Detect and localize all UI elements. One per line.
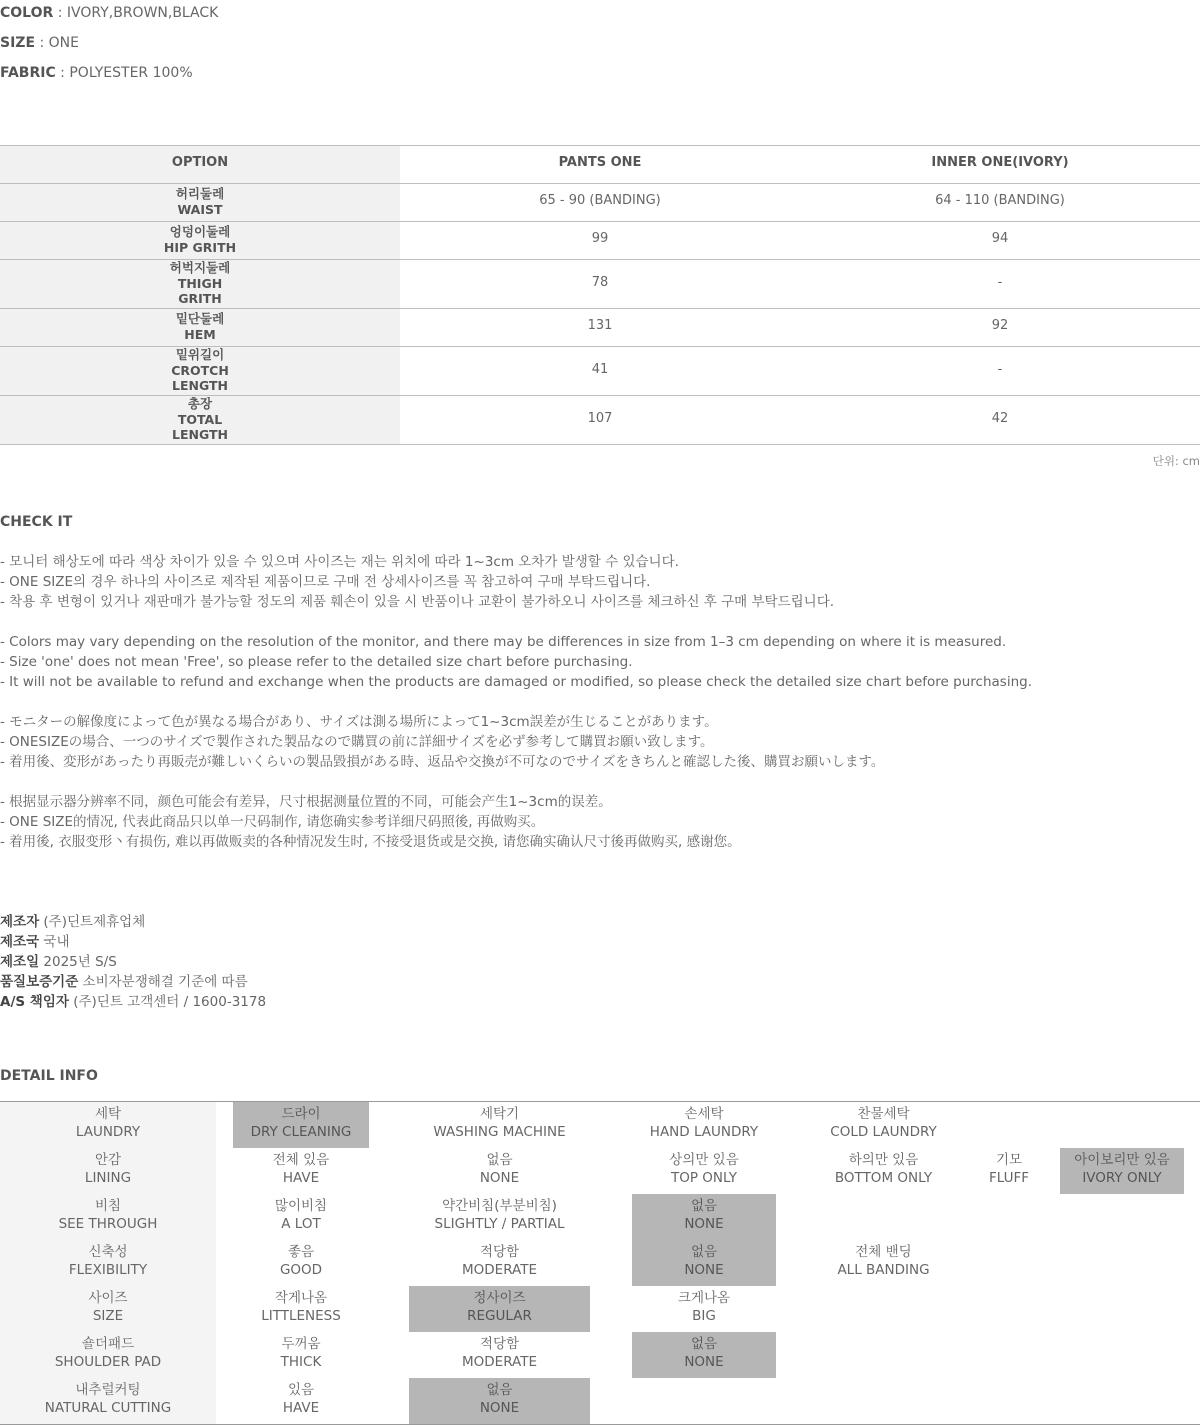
detail-option — [976, 1148, 1042, 1194]
detail-row-label — [0, 1102, 216, 1148]
detail-option — [632, 1286, 776, 1332]
row-label-waist — [0, 186, 400, 217]
spec-size-label: SIZE — [0, 35, 36, 51]
detail-option-en: IVORY ONLY — [1082, 1170, 1162, 1186]
detail-option-en: NONE — [684, 1354, 724, 1370]
detail-option-ko: 하의만 있음 — [848, 1152, 919, 1168]
row-label-en-line2: LENGTH — [172, 378, 228, 393]
table-cell: - — [997, 275, 1003, 290]
spec-fabric-label: FABRIC — [0, 65, 56, 81]
header-pants: PANTS ONE — [558, 155, 642, 170]
detail-option-en: HAVE — [282, 1170, 320, 1186]
detail-row-label — [0, 1286, 216, 1332]
detail-label-ko: 숄더패드 — [81, 1336, 135, 1352]
header-inner: INNER ONE(IVORY) — [931, 155, 1069, 170]
table-cell: 42 — [991, 411, 1009, 426]
maker-label: A/S 책임자 — [0, 994, 69, 1010]
row-label-crotch — [0, 347, 400, 394]
detail-option-en: NONE — [684, 1262, 724, 1278]
note-ja-1: - モニターの解像度によって色が異なる場合があり、サイズは測る場所によって1~3cm誤差が生じることがあります。 — [0, 714, 718, 730]
maker-quality — [0, 972, 248, 992]
detail-option-ko: 없음 — [690, 1244, 718, 1260]
detail-option-en: NONE — [479, 1400, 520, 1416]
row-label-en-line2: LENGTH — [172, 427, 228, 442]
detail-option-ko: 없음 — [690, 1336, 718, 1352]
maker-country — [0, 932, 70, 952]
detail-option-ko: 있음 — [287, 1382, 315, 1398]
detail-label-ko: 신축성 — [88, 1244, 128, 1260]
detail-label-ko: 내추럴커팅 — [75, 1382, 141, 1398]
spec-size-value: : ONE — [35, 35, 79, 51]
detail-label-ko: 비침 — [94, 1198, 122, 1214]
row-label-ko: 엉덩이둘레 — [169, 224, 231, 239]
note-en-2: - Size 'one' does not mean 'Free', so please refer to the detailed size chart before purchasing. — [0, 654, 633, 670]
detail-option — [791, 1102, 976, 1148]
detail-label-en: FLEXIBILITY — [68, 1262, 148, 1278]
row-label-ko: 밑위길이 — [175, 347, 225, 362]
detail-option-en: WASHING MACHINE — [433, 1124, 566, 1140]
table-cell: 99 — [591, 231, 609, 246]
table-cell: 94 — [991, 231, 1009, 246]
detail-option — [233, 1194, 369, 1240]
detail-option-ko: 없음 — [486, 1152, 513, 1168]
row-label-hem — [0, 311, 400, 342]
detail-label-en: SIZE — [92, 1308, 124, 1324]
detail-option — [233, 1378, 369, 1424]
detail-option — [233, 1240, 369, 1286]
maker-label: 제조국 — [0, 934, 40, 950]
spec-color — [0, 5, 218, 21]
detail-option-en: TOP ONLY — [670, 1170, 737, 1186]
table-divider — [0, 308, 1200, 309]
table-cell: 64 - 110 (BANDING) — [935, 193, 1065, 208]
note-ko-1: - 모니터 해상도에 따라 색상 차이가 있을 수 있으며 사이즈는 재는 위치에 따라 1~3cm 오차가 발생할 수 있습니다. — [0, 554, 679, 570]
row-label-total — [0, 396, 400, 443]
detail-option-ko: 찬물세탁 — [857, 1106, 910, 1122]
detail-option — [791, 1240, 976, 1286]
detail-option — [409, 1332, 590, 1378]
maker-value: 소비자분쟁해결 기준에 따름 — [78, 974, 248, 990]
table-cell: - — [997, 362, 1003, 377]
detail-row-label — [0, 1240, 216, 1286]
detail-label-en: SHOULDER PAD — [54, 1354, 162, 1370]
detail-option-ko: 많이비침 — [274, 1198, 328, 1214]
detail-option — [791, 1148, 976, 1194]
spec-color-label: COLOR — [0, 5, 54, 21]
detail-option-selected — [632, 1240, 776, 1286]
detail-option — [409, 1102, 590, 1148]
note-ko-3: - 착용 후 변형이 있거나 재판매가 불가능할 정도의 제품 훼손이 있을 시 반품이나 교환이 불가하오니 사이즈를 체크하신 후 구매 부탁드립니다. — [0, 594, 835, 610]
detail-option-ko: 약간비침(부분비침) — [442, 1198, 557, 1214]
detail-option-en: MODERATE — [462, 1262, 537, 1278]
detail-option-en: NONE — [684, 1216, 724, 1232]
detail-option — [632, 1148, 776, 1194]
detail-option-en: HAND LAUNDRY — [649, 1124, 759, 1140]
table-cell: 78 — [591, 275, 609, 290]
maker-value: (주)딘트 고객센터 / 1600-3178 — [68, 994, 267, 1010]
detail-label-en: LINING — [84, 1170, 132, 1186]
header-option: OPTION — [171, 155, 229, 170]
row-label-en: HIP GRITH — [163, 239, 237, 255]
row-label-en-line1: CROTCH — [171, 362, 229, 378]
table-cell: 107 — [587, 411, 613, 426]
row-label-hip — [0, 224, 400, 255]
check-it-title: CHECK IT — [0, 514, 73, 530]
detail-option-en: BOTTOM ONLY — [834, 1170, 933, 1186]
note-ja-2: - ONESIZEの場合、一つのサイズで製作された製品なので購買の前に詳細サイズを必ず参考して購買お願い致します。 — [0, 734, 714, 750]
row-label-en-line1: TOTAL — [177, 411, 223, 427]
detail-option-ko: 적당함 — [479, 1336, 520, 1352]
maker-label: 품질보증기준 — [0, 974, 79, 990]
detail-option-ko: 작게나옴 — [274, 1290, 328, 1306]
table-divider — [0, 145, 1200, 146]
unit-label: 단위: cm — [1152, 454, 1200, 468]
detail-option-ko: 없음 — [486, 1382, 513, 1398]
detail-option-ko: 크게나옴 — [677, 1290, 731, 1306]
detail-option-ko: 적당함 — [479, 1244, 520, 1260]
detail-label-en: NATURAL CUTTING — [44, 1400, 172, 1416]
spec-size — [0, 35, 79, 51]
spec-color-value: : IVORY,BROWN,BLACK — [53, 5, 219, 21]
note-en-3: - It will not be available to refund and exchange when the products are damaged or modified, so please check the detailed size chart before purchasing. — [0, 674, 1032, 690]
maker-as — [0, 992, 266, 1012]
detail-option — [632, 1102, 776, 1148]
detail-option — [233, 1286, 369, 1332]
detail-option-en: SLIGHTLY / PARTIAL — [434, 1216, 565, 1232]
detail-row-label — [0, 1378, 216, 1424]
row-label-en-line1: THIGH — [177, 275, 223, 291]
detail-option-selected — [233, 1102, 369, 1148]
detail-option-ko: 기모 — [995, 1152, 1023, 1168]
detail-option-ko: 상의만 있음 — [669, 1152, 739, 1168]
detail-row-label — [0, 1194, 216, 1240]
detail-option-selected — [632, 1332, 776, 1378]
detail-option-en: NONE — [479, 1170, 520, 1186]
detail-option — [409, 1148, 590, 1194]
detail-option-en: THICK — [280, 1354, 322, 1370]
detail-option-en: DRY CLEANING — [250, 1124, 352, 1140]
spec-fabric-value: : POLYESTER 100% — [55, 65, 193, 81]
detail-row-label — [0, 1332, 216, 1378]
detail-option-ko: 전체 있음 — [272, 1152, 330, 1168]
detail-option-en: BIG — [692, 1308, 716, 1324]
note-ko-2: - ONE SIZE의 경우 하나의 사이즈로 제작된 제품이므로 구매 전 상세사이즈를 꼭 참고하여 구매 부탁드립니다. — [0, 574, 651, 590]
detail-option — [233, 1148, 369, 1194]
detail-option-en: HAVE — [282, 1400, 320, 1416]
maker-date — [0, 952, 117, 972]
table-cell: 92 — [991, 318, 1009, 333]
row-label-en: WAIST — [177, 201, 223, 217]
note-ja-3: - 着用後、変形があったり再販売が難しいくらいの製品毀損がある時、返品や交換が不可なのでサイズをきちんと確認した後、購買お願いします。 — [0, 754, 885, 770]
maker-value: (주)딘트제휴업체 — [39, 914, 146, 930]
detail-option-ko: 손세탁 — [684, 1106, 724, 1122]
detail-option-ko: 정사이즈 — [473, 1290, 526, 1306]
detail-option-en: FLUFF — [988, 1170, 1030, 1186]
detail-label-en: LAUNDRY — [75, 1124, 141, 1140]
detail-option-selected — [409, 1378, 590, 1424]
table-divider — [0, 183, 1200, 184]
detail-option-selected — [632, 1194, 776, 1240]
row-label-ko: 허리둘레 — [175, 186, 225, 201]
detail-option-ko: 전체 밴딩 — [855, 1244, 912, 1260]
detail-option-ko: 없음 — [690, 1198, 718, 1214]
maker-label: 제조자 — [0, 914, 40, 930]
row-label-ko: 밑단둘레 — [175, 311, 225, 326]
detail-option-en: ALL BANDING — [837, 1262, 930, 1278]
detail-option-en: GOOD — [279, 1262, 323, 1278]
detail-label-ko: 세탁 — [94, 1106, 122, 1122]
detail-option-ko: 두꺼움 — [281, 1336, 321, 1352]
detail-option-en: COLD LAUNDRY — [830, 1124, 937, 1140]
row-label-en-line2: GRITH — [178, 291, 222, 306]
row-label-ko: 총장 — [187, 396, 213, 411]
spec-fabric — [0, 65, 193, 81]
row-label-thigh — [0, 260, 400, 307]
detail-info-title: DETAIL INFO — [0, 1068, 98, 1084]
detail-label-ko: 안감 — [94, 1152, 122, 1168]
detail-option — [409, 1194, 590, 1240]
table-divider — [0, 221, 1200, 222]
row-label-en: HEM — [184, 326, 216, 342]
table-divider — [0, 444, 1200, 445]
maker-manufacturer — [0, 912, 145, 932]
note-zh-3: - 着用後, 衣服变形丶有损伤, 难以再做贩卖的各种情况发生时, 不接受退货或是交换, 请您确实确认尺寸後再做购买, 感谢您。 — [0, 834, 741, 850]
detail-option-ko: 아이보리만 있음 — [1074, 1152, 1170, 1168]
detail-option-en: LITTLENESS — [261, 1308, 341, 1324]
maker-label: 제조일 — [0, 954, 40, 970]
table-cell: 65 - 90 (BANDING) — [539, 193, 661, 208]
maker-value: 2025년 S/S — [39, 954, 117, 970]
table-cell: 131 — [587, 318, 613, 333]
detail-label-en: SEE THROUGH — [58, 1216, 158, 1232]
detail-option-ko: 세탁기 — [479, 1106, 520, 1122]
detail-label-ko: 사이즈 — [88, 1290, 128, 1306]
note-zh-1: - 根据显示器分辨率不同，颜色可能会有差异，尺寸根据测量位置的不同，可能会产生1~3cm的误差。 — [0, 794, 612, 810]
note-en-1: - Colors may vary depending on the resolution of the monitor, and there may be differences in size from 1–3 cm depending on where it is measured. — [0, 634, 1007, 650]
detail-option — [409, 1240, 590, 1286]
detail-option-en: REGULAR — [467, 1308, 532, 1324]
detail-option-selected — [409, 1286, 590, 1332]
detail-option-ko: 좋음 — [287, 1244, 315, 1260]
detail-option-ko: 드라이 — [281, 1106, 321, 1122]
detail-row-label — [0, 1148, 216, 1194]
maker-value: 국내 — [39, 934, 70, 950]
table-cell: 41 — [591, 362, 609, 377]
detail-option — [233, 1332, 369, 1378]
detail-option-en: A LOT — [281, 1216, 321, 1232]
row-label-ko: 허벅지둘레 — [169, 260, 231, 275]
detail-option-en: MODERATE — [462, 1354, 537, 1370]
detail-option-selected — [1060, 1148, 1184, 1194]
note-zh-2: - ONE SIZE的情况, 代表此商品只以单一尺码制作, 请您确实参考详细尺码照後, 再做购买。 — [0, 814, 545, 830]
